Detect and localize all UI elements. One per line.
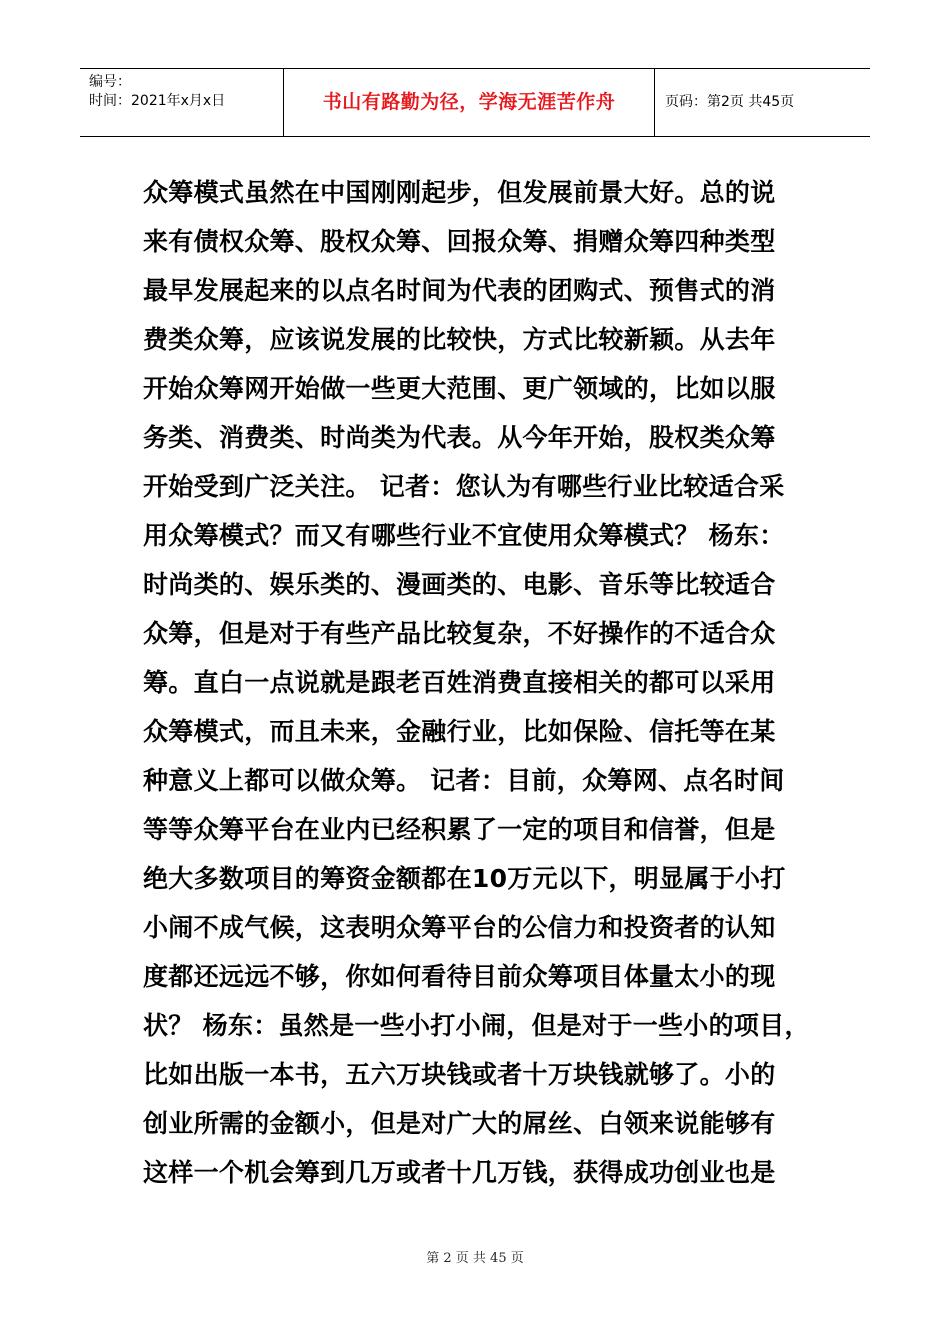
text-line: 最早发展起来的以点名时间为代表的团购式、预售式的消 (143, 276, 776, 305)
text-line: 来有债权众筹、股权众筹、回报众筹、捐赠众筹四种类型 (143, 227, 776, 256)
text-line: 度都还远远不够，你如何看待目前众筹项目体量太小的现 (143, 962, 776, 991)
text-line: 比如出版一本书，五六万块钱或者十万块钱就够了。小的 (143, 1060, 776, 1089)
text-line: 开始受到广泛关注。 记者：您认为有哪些行业比较适合采 (143, 472, 785, 501)
text-line: 时尚类的、娱乐类的、漫画类的、电影、音乐等比较适合 (143, 570, 776, 599)
body-text (143, 168, 813, 1197)
text-line: 开始众筹网开始做一些更大范围、更广领域的，比如以服 (143, 374, 776, 403)
text-line: 务类、消费类、时尚类为代表。从今年开始，股权类众筹 (143, 423, 776, 452)
page-header (80, 68, 870, 137)
text-line: 小闹不成气候，这表明众筹平台的公信力和投资者的认知 (143, 913, 776, 942)
number-label: 编号： (89, 74, 131, 90)
header-page-info: 页码：第2页 共45页 (665, 94, 795, 110)
text-line: 这样一个机会筹到几万或者十几万钱，获得成功创业也是 (143, 1158, 776, 1187)
date-label: 时间：2021年x月x日 (89, 93, 226, 109)
text-line: 众筹模式虽然在中国刚刚起步，但发展前景大好。总的说 (143, 178, 776, 207)
header-meta (89, 73, 225, 111)
text-line: 绝大多数项目的筹资金额都在10万元以下，明显属于小打 (143, 864, 786, 893)
page-footer: 第 2 页 共 45 页 (426, 1251, 524, 1266)
text-line: 众筹模式，而且未来，金融行业，比如保险、信托等在某 (143, 717, 776, 746)
header-divider (654, 69, 655, 136)
text-line: 创业所需的金额小，但是对广大的屌丝、白领来说能够有 (143, 1109, 776, 1138)
text-line: 筹。直白一点说就是跟老百姓消费直接相关的都可以采用 (143, 668, 776, 697)
text-line: 种意义上都可以做众筹。 记者：目前，众筹网、点名时间 (143, 766, 785, 795)
text-line: 众筹，但是对于有些产品比较复杂，不好操作的不适合众 (143, 619, 776, 648)
text-line: 状？ 杨东：虽然是一些小打小闹，但是对于一些小的项目， (143, 1011, 810, 1040)
text-line: 费类众筹，应该说发展的比较快，方式比较新颖。从去年 (143, 325, 776, 354)
text-line: 用众筹模式？而又有哪些行业不宜使用众筹模式？ 杨东： (143, 521, 785, 550)
header-motto: 书山有路勤为径，学海无涯苦作舟 (322, 91, 616, 113)
text-line: 等等众筹平台在业内已经积累了一定的项目和信誉，但是 (143, 815, 776, 844)
